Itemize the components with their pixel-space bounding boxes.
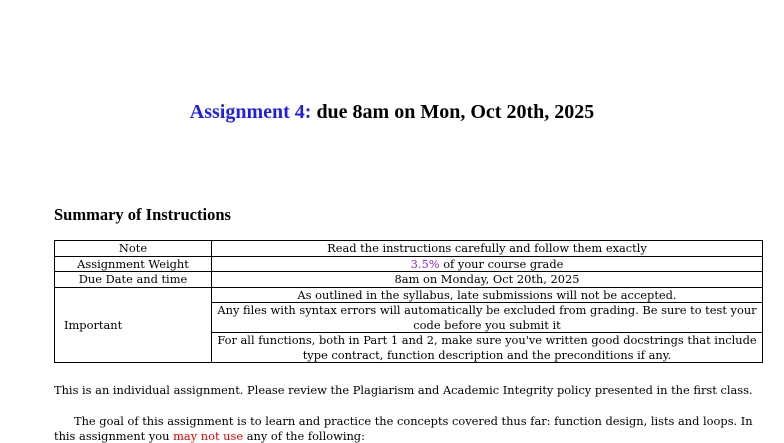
due-date-title: due 8am on Mon, Oct 20th, 2025 [316,101,595,123]
due-value: 8am on Monday, Oct 20th, 2025 [212,272,763,288]
weight-rest: of your course grade [439,256,564,271]
assignment-number: Assignment 4: [189,101,312,123]
note-value: Read the instructions carefully and follow them exactly [212,241,763,257]
section-heading: Summary of Instructions [54,205,231,224]
table-row [55,287,763,303]
weight-percent: 3.5% [410,256,440,271]
page-title [0,101,784,124]
integrity-paragraph: This is an individual assignment. Please review the Plagiarism and Academic Integrity policy presented in the first class. [54,383,753,397]
table-row [55,241,763,257]
important-late: As outlined in the syllabus, late submissions will not be accepted. [212,287,763,303]
note-label: Note [55,241,212,257]
goal-text: The goal of this assignment is to learn and practice the concepts covered thus far: function design, lists and loops. In this assignment you [54,414,753,443]
important-docstrings: For all functions, both in Part 1 and 2, make sure you've written good docstrings that include type contract, function description and the preconditions if any. [212,333,763,363]
due-label: Due Date and time [55,272,212,288]
may-not-use: may not use [173,428,244,443]
summary-table [54,240,763,363]
weight-label: Assignment Weight [55,256,212,272]
goal-text-end: any of the following: [243,428,365,443]
goal-paragraph [54,414,766,443]
table-row [55,272,763,288]
table-row [55,256,763,272]
important-label: Important [55,287,212,363]
important-syntax: Any files with syntax errors will automatically be excluded from grading. Be sure to test your code before you submit it [212,303,763,333]
weight-value [212,256,763,272]
